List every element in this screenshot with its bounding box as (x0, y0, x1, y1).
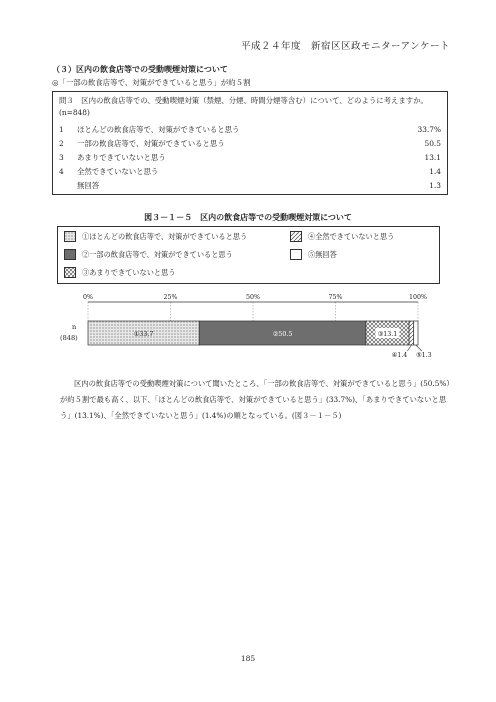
x-tick-label: 0% (83, 294, 93, 301)
legend-swatch-cross (64, 267, 76, 278)
answer-label: あまりできていないと思う (77, 153, 166, 162)
legend-swatch-dark (64, 249, 76, 260)
stacked-bar-chart (0, 288, 496, 376)
answer-label: ほとんどの飲食店等で、対策ができていると思う (77, 125, 240, 134)
page-number: 185 (240, 654, 256, 663)
answer-label: 一部の飲食店等で、対策ができていると思う (77, 139, 225, 148)
data-label: ③13.1 (377, 331, 398, 338)
section-title: （３）区内の飲食店等での受動喫煙対策について (52, 65, 228, 74)
legend-swatch-diag (290, 231, 302, 242)
legend-label: ⑤無回答 (308, 250, 337, 259)
answer-label: 無回答 (77, 181, 100, 190)
legend-label: ①ほとんどの飲食店等で、対策ができていると思う (82, 232, 248, 241)
answer-number: 3 (59, 153, 64, 162)
x-tick-label: 50% (246, 294, 260, 301)
callout-line (407, 345, 411, 351)
n-label: n (72, 323, 77, 331)
x-tick-label: 25% (163, 294, 178, 301)
legend-swatch-dots (64, 231, 76, 242)
answer-row (59, 152, 445, 164)
legend-label: ③あまりできていないと思う (82, 268, 176, 277)
data-label: ②50.5 (272, 331, 293, 338)
n-value: (848) (60, 334, 78, 342)
answer-percent: 13.1 (424, 153, 441, 162)
summary-line: ◎「一部の飲食店等で、対策ができていると思う」が約５割 (52, 78, 251, 87)
data-label: ①33.7 (133, 331, 154, 338)
page-header: 平成２４年度 新宿区区政モニターアンケート (241, 41, 450, 52)
x-tick-label: 100% (408, 294, 428, 301)
bar-segment (409, 321, 414, 345)
legend-label: ④全然できていないと思う (308, 232, 395, 241)
bar-segment (414, 321, 418, 345)
data-label: ④1.4 (391, 352, 408, 359)
chart-legend (57, 226, 440, 284)
question-text: 問３ 区内の飲食店等での、受動喫煙対策（禁煙、分煙、時間分煙等含む）について、どのように考えますか。(n=848) (59, 96, 428, 117)
answer-row (59, 124, 445, 136)
x-tick-label: 75% (328, 294, 343, 301)
answer-row (59, 166, 445, 178)
answer-percent: 1.4 (429, 167, 441, 176)
body-paragraph: 区内の飲食店等での受動喫煙対策について聞いたところ、「一部の飲食店等で、対策ができていると思う」(50.5%）が約５割で最も高く、以下、「ほとんどの飲食店等で、対策ができていると思う」(33.7%)、「あまりできていないと思う」(13.1%)、「全然できていないと思う」(1.4%)の順となっている。(図３－１－５) (60, 379, 450, 420)
question-box (52, 91, 448, 195)
answer-percent: 50.5 (424, 139, 441, 148)
legend-swatch-white (290, 249, 302, 260)
data-label: ⑤1.3 (416, 352, 432, 359)
figure-title: 図３－１－５ 区内の飲食店等での受動喫煙対策について (144, 213, 352, 222)
answer-row (59, 138, 445, 150)
callout-line (416, 345, 422, 351)
answer-number: 4 (59, 167, 64, 176)
answer-label: 全然できていないと思う (77, 167, 159, 176)
legend-label: ②一部の飲食店等で、対策ができていると思う (82, 250, 233, 259)
answer-percent: 1.3 (429, 181, 441, 190)
answer-number: 1 (59, 125, 64, 134)
answer-percent: 33.7% (417, 125, 441, 134)
answer-number: 2 (59, 139, 64, 148)
answer-row (59, 180, 445, 192)
